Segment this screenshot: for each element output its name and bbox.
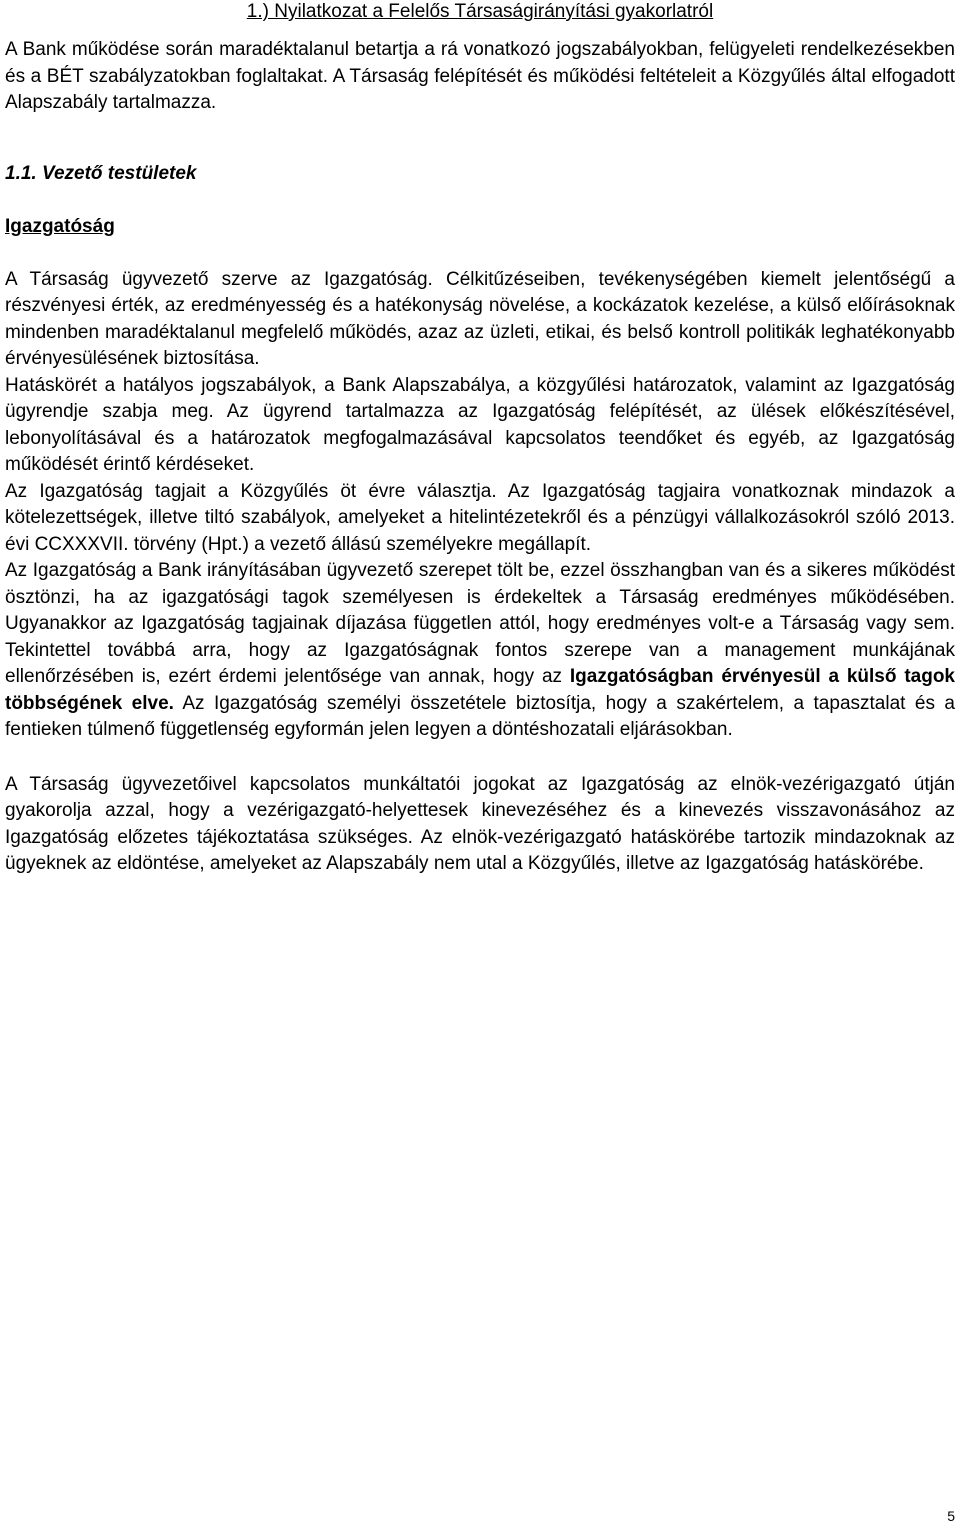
- subsection-heading: Igazgatóság: [5, 215, 115, 237]
- independence-bold-text: Igazgatóságban érvényesül a külső tagok többségének elve.: [5, 666, 955, 714]
- paragraph-purpose: A Társaság ügyvezető szerve az Igazgatóság. Célkitűzéseiben, tevékenységében kiemelt jelentőségű a részvényesi érték, az eredményesség és a hatékonyság növelése, a kockázatok kezelése, a külső előírásoknak mindenben maradéktalanul megfelelő működés, azaz az üzleti, etikai, és belső kontroll politikák leghatékonyabb érvényesülésének biztosítása.: [5, 268, 955, 369]
- paragraph-competence: Hatáskörét a hatályos jogszabályok, a Bank Alapszabálya, a közgyűlési határozatok, valamint az Igazgatóság ügyrendje szabja meg. Az ügyrend tartalmazza az Igazgatóság felépítését, az ülések előkészítésével, lebonyolításával és a határozatok megfogalmazásával kapcsolatos teendőket és egyéb, az Igazgatóság működését érintő kérdéseket.: [5, 374, 955, 475]
- independence-text-after: Az Igazgatóság személyi összetétele biztosítja, hogy a szakértelem, a tapasztalat és a fentieken túlmenő függetlenség egyformán jelen legyen a döntéshozatali eljárásokban.: [5, 692, 955, 740]
- independence-text-before: Az Igazgatóság a Bank irányításában ügyvezető szerepet tölt be, ezzel összhangban van és a sikeres működést ösztönzi, ha az igazgatósági tagok személyesen is érdekeltek a Társaság eredményes működésében. Ugyanakkor az Igazgatóság tagjainak díjazása független attól, hogy eredményes volt-e a Társaság vagy sem. Tekintettel továbbá arra, hogy az Igazgatóságnak fontos szerepe van a management munkájának ellenőrzésében is, ezért érdemi jelentősége van annak, hogy az: [5, 560, 955, 687]
- document-heading: 1.) Nyilatkozat a Felelős Társaságirányítási gyakorlatról: [246, 1, 714, 22]
- paragraph-independence: [5, 558, 955, 744]
- page-number: 5: [947, 1508, 955, 1524]
- paragraph-election: Az Igazgatóság tagjait a Közgyűlés öt évre választja. Az Igazgatóság tagjaira vonatkoznak mindazok a kötelezettségek, illetve tiltó szabályok, amelyeket a hitelintézetekről és a pénzügyi vállalkozásokról szóló 2013. évi CCXXXVII. törvény (Hpt.) a vezető állású személyekre megállapít.: [5, 480, 955, 555]
- intro-paragraph: A Bank működése során maradéktalanul betartja a rá vonatkozó jogszabályokban, felügyeleti rendelkezésekben és a BÉT szabályzatokban foglaltakat. A Társaság felépítését és működési feltételeit a Közgyűlés által elfogadott Alapszabály tartalmazza.: [5, 39, 955, 113]
- section-heading: 1.1. Vezető testületek: [5, 162, 197, 184]
- paragraph-employer-rights: A Társaság ügyvezetőivel kapcsolatos munkáltatói jogokat az Igazgatóság az elnök-vezérigazgató útján gyakorolja azzal, hogy a vezérigazgató-helyettesek kinevezéséhez és a kinevezés visszavonásához az Igazgatóság előzetes tájékoztatása szükséges. Az elnök-vezérigazgató hatáskörébe tartozik mindazoknak az ügyeknek az eldöntése, amelyeket az Alapszabály nem utal a Közgyűlés, illetve az Igazgatóság hatáskörébe.: [5, 773, 955, 874]
- document-page: [5, 0, 955, 878]
